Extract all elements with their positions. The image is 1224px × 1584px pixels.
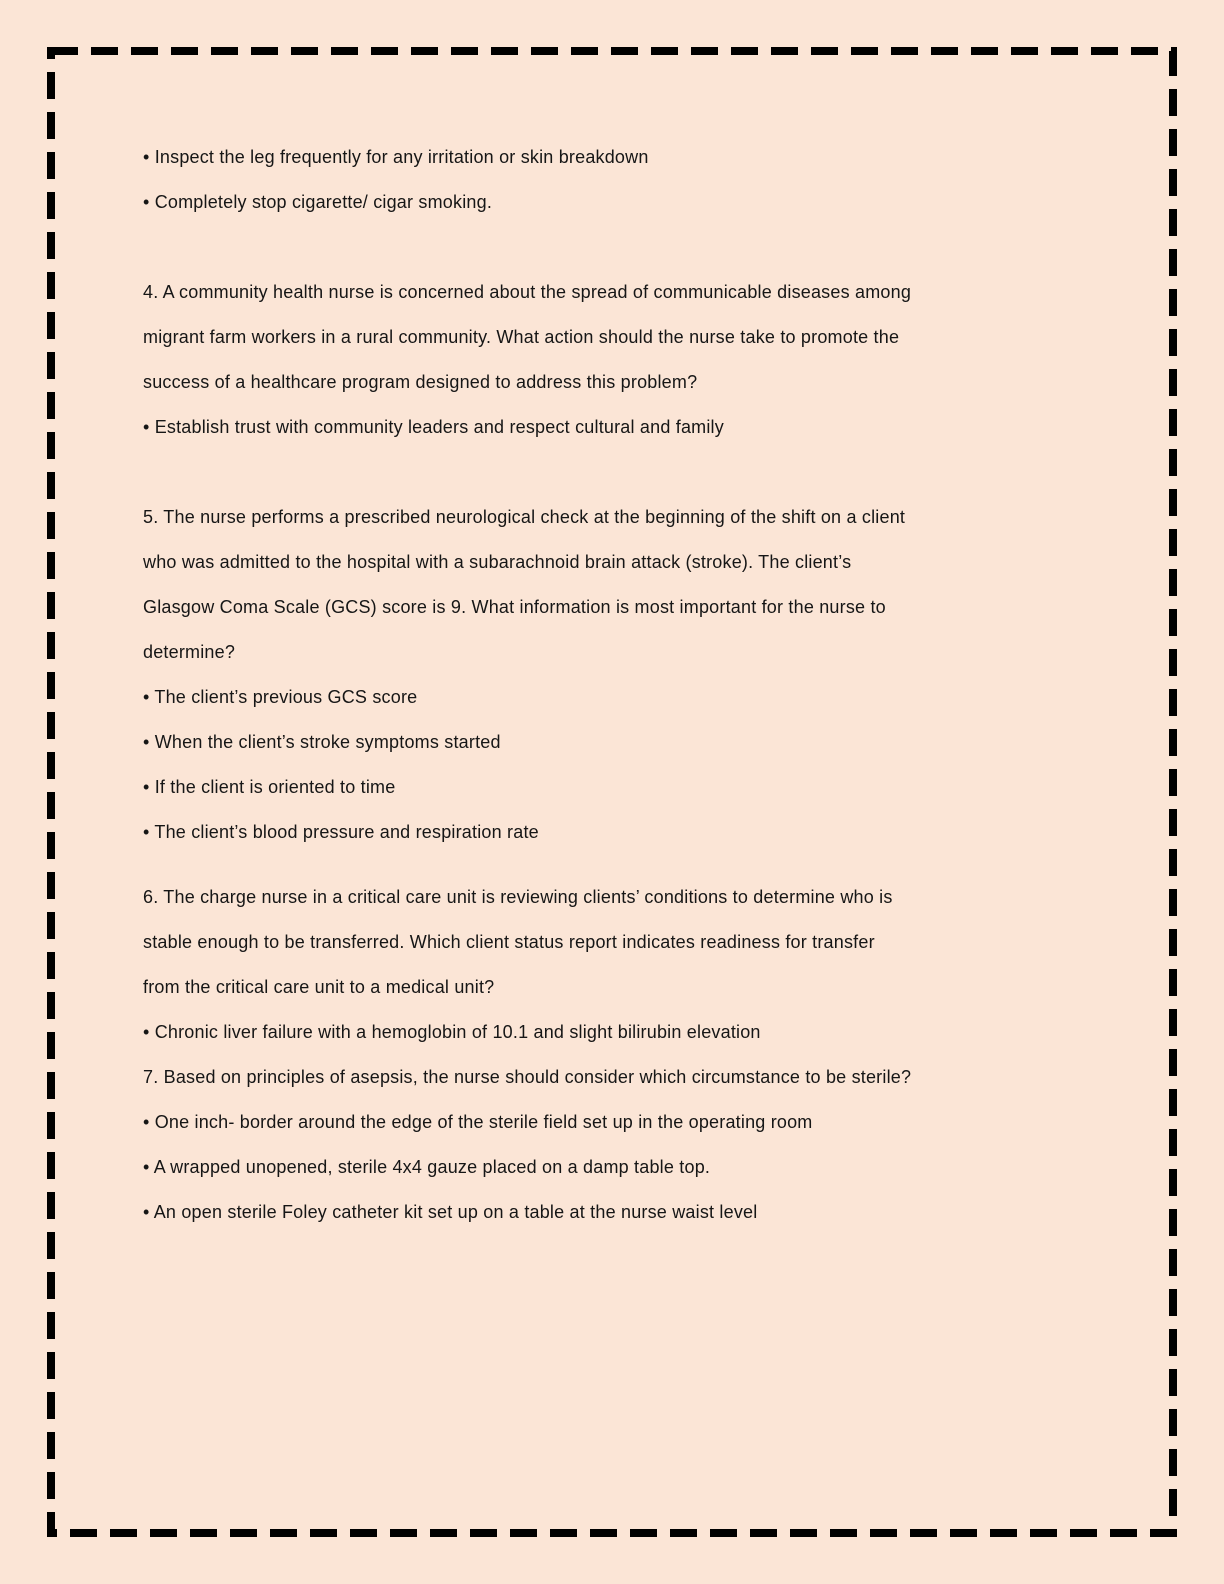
question-line: • A wrapped unopened, sterile 4x4 gauze placed on a damp table top. <box>143 1157 711 1177</box>
question-line: • The client’s blood pressure and respiration rate <box>143 822 539 842</box>
paragraph-gap <box>143 866 1133 886</box>
option-line: • Inspect the leg frequently for any irritation or skin breakdown <box>143 147 649 167</box>
option-line: • Completely stop cigarette/ cigar smoking. <box>143 192 493 212</box>
paragraph-gap <box>143 236 1133 281</box>
question-line: • An open sterile Foley catheter kit set up on a table at the nurse waist level <box>143 1202 758 1222</box>
question-line: from the critical care unit to a medical unit? <box>143 977 495 997</box>
question-line: • The client’s previous GCS score <box>143 687 418 707</box>
paragraph-gap <box>143 461 1133 506</box>
question-line: migrant farm workers in a rural community. What action should the nurse take to promote the <box>143 327 900 347</box>
question-line: • Establish trust with community leaders and respect cultural and family <box>143 417 724 437</box>
question-line: 7. Based on principles of asepsis, the nurse should consider which circumstance to be sterile? <box>143 1067 912 1087</box>
question-line: 5. The nurse performs a prescribed neurological check at the beginning of the shift on a client <box>143 507 906 527</box>
question-line: who was admitted to the hospital with a subarachnoid brain attack (stroke). The client’s <box>143 552 852 572</box>
question-line: • Chronic liver failure with a hemoglobin of 10.1 and slight bilirubin elevation <box>143 1022 761 1042</box>
question-line: stable enough to be transferred. Which client status report indicates readiness for transfer <box>143 932 875 952</box>
question-line: • If the client is oriented to time <box>143 777 396 797</box>
question-line: determine? <box>143 642 236 662</box>
question-line: 6. The charge nurse in a critical care unit is reviewing clients’ conditions to determine who is <box>143 887 893 907</box>
question-line: • When the client’s stroke symptoms started <box>143 732 501 752</box>
question-line: 4. A community health nurse is concerned about the spread of communicable diseases among <box>143 282 912 302</box>
question-line: Glasgow Coma Scale (GCS) score is 9. What information is most important for the nurse to <box>143 597 886 617</box>
question-line: • One inch- border around the edge of the sterile field set up in the operating room <box>143 1112 813 1132</box>
document-content <box>143 146 1133 1246</box>
question-line: success of a healthcare program designed to address this problem? <box>143 372 698 392</box>
